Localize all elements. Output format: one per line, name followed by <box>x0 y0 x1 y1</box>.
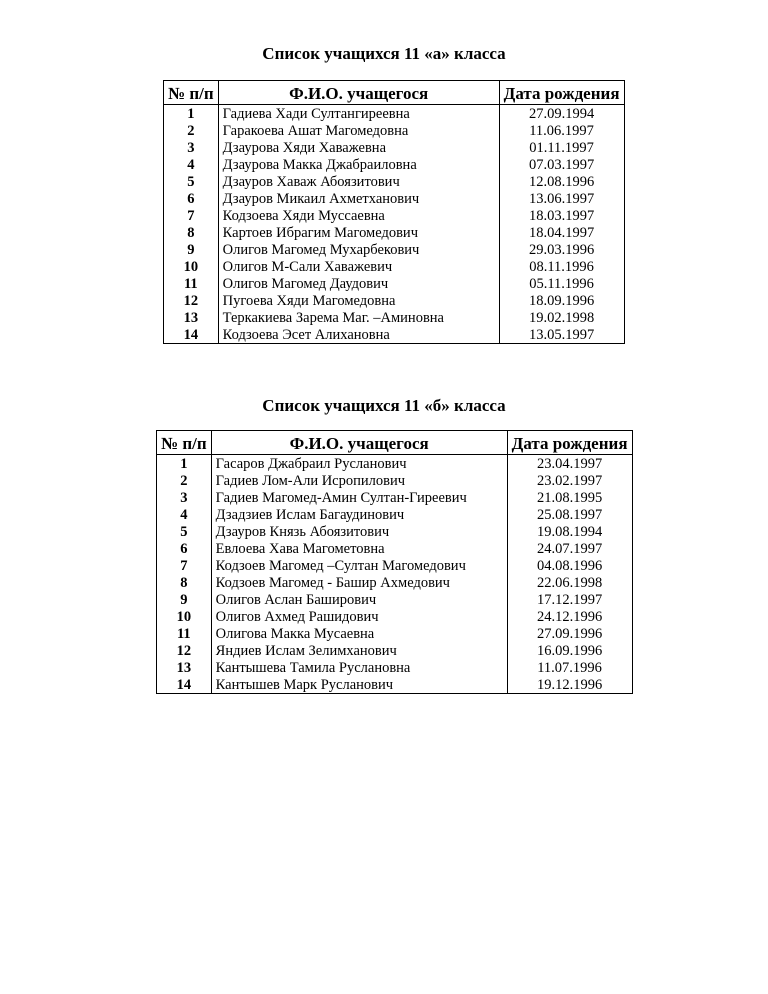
table-row <box>164 292 625 309</box>
row-number: 7 <box>164 207 219 224</box>
birth-date: 13.05.1997 <box>499 326 624 344</box>
table-row <box>164 224 625 241</box>
row-number: 2 <box>157 472 212 489</box>
birth-date: 29.03.1996 <box>499 241 624 258</box>
class-b-rows <box>157 455 633 694</box>
student-name: Гадиев Лом-Али Исропилович <box>211 472 507 489</box>
row-number: 1 <box>164 105 219 123</box>
birth-date: 11.07.1996 <box>507 659 632 676</box>
birth-date: 07.03.1997 <box>499 156 624 173</box>
row-number: 1 <box>157 455 212 473</box>
table-row <box>157 659 633 676</box>
table-row <box>157 506 633 523</box>
student-name: Пугоева Хяди Магомедовна <box>218 292 499 309</box>
birth-date: 05.11.1996 <box>499 275 624 292</box>
student-name: Олигова Макка Мусаевна <box>211 625 507 642</box>
row-number: 6 <box>164 190 219 207</box>
row-number: 11 <box>164 275 219 292</box>
birth-date: 19.08.1994 <box>507 523 632 540</box>
student-name: Дзауров Князь Абоязитович <box>211 523 507 540</box>
student-name: Олигов Магомед Даудович <box>218 275 499 292</box>
row-number: 4 <box>164 156 219 173</box>
table-row <box>164 122 625 139</box>
row-number: 14 <box>164 326 219 344</box>
table-row <box>164 241 625 258</box>
birth-date: 25.08.1997 <box>507 506 632 523</box>
birth-date: 01.11.1997 <box>499 139 624 156</box>
table-row <box>157 642 633 659</box>
student-name: Олигов Ахмед Рашидович <box>211 608 507 625</box>
class-a-table <box>163 80 625 344</box>
class-a-rows <box>164 105 625 344</box>
table-row <box>157 523 633 540</box>
student-name: Яндиев Ислам Зелимханович <box>211 642 507 659</box>
row-number: 13 <box>164 309 219 326</box>
header-name: Ф.И.О. учащегося <box>218 81 499 105</box>
row-number: 9 <box>164 241 219 258</box>
table-row <box>164 309 625 326</box>
table-row <box>157 540 633 557</box>
student-name: Олигов Аслан Баширович <box>211 591 507 608</box>
student-name: Гадиева Хади Султангиреевна <box>218 105 499 123</box>
student-name: Кантышева Тамила Руслановна <box>211 659 507 676</box>
row-number: 5 <box>157 523 212 540</box>
student-name: Кодзоев Магомед - Башир Ахмедович <box>211 574 507 591</box>
student-name: Олигов М-Сали Хаважевич <box>218 258 499 275</box>
birth-date: 21.08.1995 <box>507 489 632 506</box>
student-name: Гаракоева Ашат Магомедовна <box>218 122 499 139</box>
student-name: Теркакиева Зарема Маг. –Аминовна <box>218 309 499 326</box>
birth-date: 24.07.1997 <box>507 540 632 557</box>
table-row <box>157 472 633 489</box>
table-row <box>164 190 625 207</box>
birth-date: 17.12.1997 <box>507 591 632 608</box>
birth-date: 13.06.1997 <box>499 190 624 207</box>
row-number: 13 <box>157 659 212 676</box>
header-birth-date: Дата рождения <box>507 431 632 455</box>
birth-date: 24.12.1996 <box>507 608 632 625</box>
table-row <box>164 156 625 173</box>
table-row <box>164 105 625 123</box>
birth-date: 18.03.1997 <box>499 207 624 224</box>
student-name: Картоев Ибрагим Магомедович <box>218 224 499 241</box>
student-name: Дзадзиев Ислам Багаудинович <box>211 506 507 523</box>
header-name: Ф.И.О. учащегося <box>211 431 507 455</box>
birth-date: 19.12.1996 <box>507 676 632 694</box>
header-number: № п/п <box>164 81 219 105</box>
birth-date: 27.09.1994 <box>499 105 624 123</box>
table-row <box>164 275 625 292</box>
header-birth-date: Дата рождения <box>499 81 624 105</box>
student-name: Гадиев Магомед-Амин Султан-Гиреевич <box>211 489 507 506</box>
row-number: 11 <box>157 625 212 642</box>
table-row <box>157 608 633 625</box>
table-row <box>157 625 633 642</box>
table-row <box>157 455 633 473</box>
birth-date: 18.09.1996 <box>499 292 624 309</box>
row-number: 6 <box>157 540 212 557</box>
row-number: 4 <box>157 506 212 523</box>
row-number: 12 <box>157 642 212 659</box>
student-name: Кодзоев Магомед –Султан Магомедович <box>211 557 507 574</box>
row-number: 7 <box>157 557 212 574</box>
table-row <box>164 326 625 344</box>
table-header-row <box>164 81 625 105</box>
table-row <box>157 489 633 506</box>
student-name: Олигов Магомед Мухарбекович <box>218 241 499 258</box>
row-number: 10 <box>157 608 212 625</box>
student-name: Дзаурова Макка Джабраиловна <box>218 156 499 173</box>
class-b-title: Список учащихся 11 «б» класса <box>262 396 506 415</box>
class-b-table <box>156 430 633 694</box>
birth-date: 04.08.1996 <box>507 557 632 574</box>
table-row <box>164 207 625 224</box>
row-number: 8 <box>157 574 212 591</box>
table-row <box>157 557 633 574</box>
table-header-row <box>157 431 633 455</box>
table-row <box>164 173 625 190</box>
table-row <box>157 591 633 608</box>
birth-date: 27.09.1996 <box>507 625 632 642</box>
student-name: Гасаров Джабраил Русланович <box>211 455 507 473</box>
table-row <box>164 258 625 275</box>
birth-date: 16.09.1996 <box>507 642 632 659</box>
row-number: 3 <box>164 139 219 156</box>
birth-date: 12.08.1996 <box>499 173 624 190</box>
row-number: 10 <box>164 258 219 275</box>
row-number: 14 <box>157 676 212 694</box>
row-number: 2 <box>164 122 219 139</box>
birth-date: 23.02.1997 <box>507 472 632 489</box>
student-name: Дзаурова Хяди Хаважевна <box>218 139 499 156</box>
student-name: Евлоева Хава Магометовна <box>211 540 507 557</box>
birth-date: 08.11.1996 <box>499 258 624 275</box>
student-name: Дзауров Хаваж Абоязитович <box>218 173 499 190</box>
birth-date: 19.02.1998 <box>499 309 624 326</box>
student-name: Кодзоева Хяди Муссаевна <box>218 207 499 224</box>
row-number: 9 <box>157 591 212 608</box>
birth-date: 11.06.1997 <box>499 122 624 139</box>
row-number: 12 <box>164 292 219 309</box>
class-a-title: Список учащихся 11 «а» класса <box>262 44 506 63</box>
row-number: 3 <box>157 489 212 506</box>
student-name: Дзауров Микаил Ахметханович <box>218 190 499 207</box>
birth-date: 23.04.1997 <box>507 455 632 473</box>
student-name: Кодзоева Эсет Алихановна <box>218 326 499 344</box>
table-row <box>157 676 633 694</box>
table-row <box>164 139 625 156</box>
birth-date: 18.04.1997 <box>499 224 624 241</box>
birth-date: 22.06.1998 <box>507 574 632 591</box>
table-row <box>157 574 633 591</box>
row-number: 5 <box>164 173 219 190</box>
row-number: 8 <box>164 224 219 241</box>
header-number: № п/п <box>157 431 212 455</box>
student-name: Кантышев Марк Русланович <box>211 676 507 694</box>
